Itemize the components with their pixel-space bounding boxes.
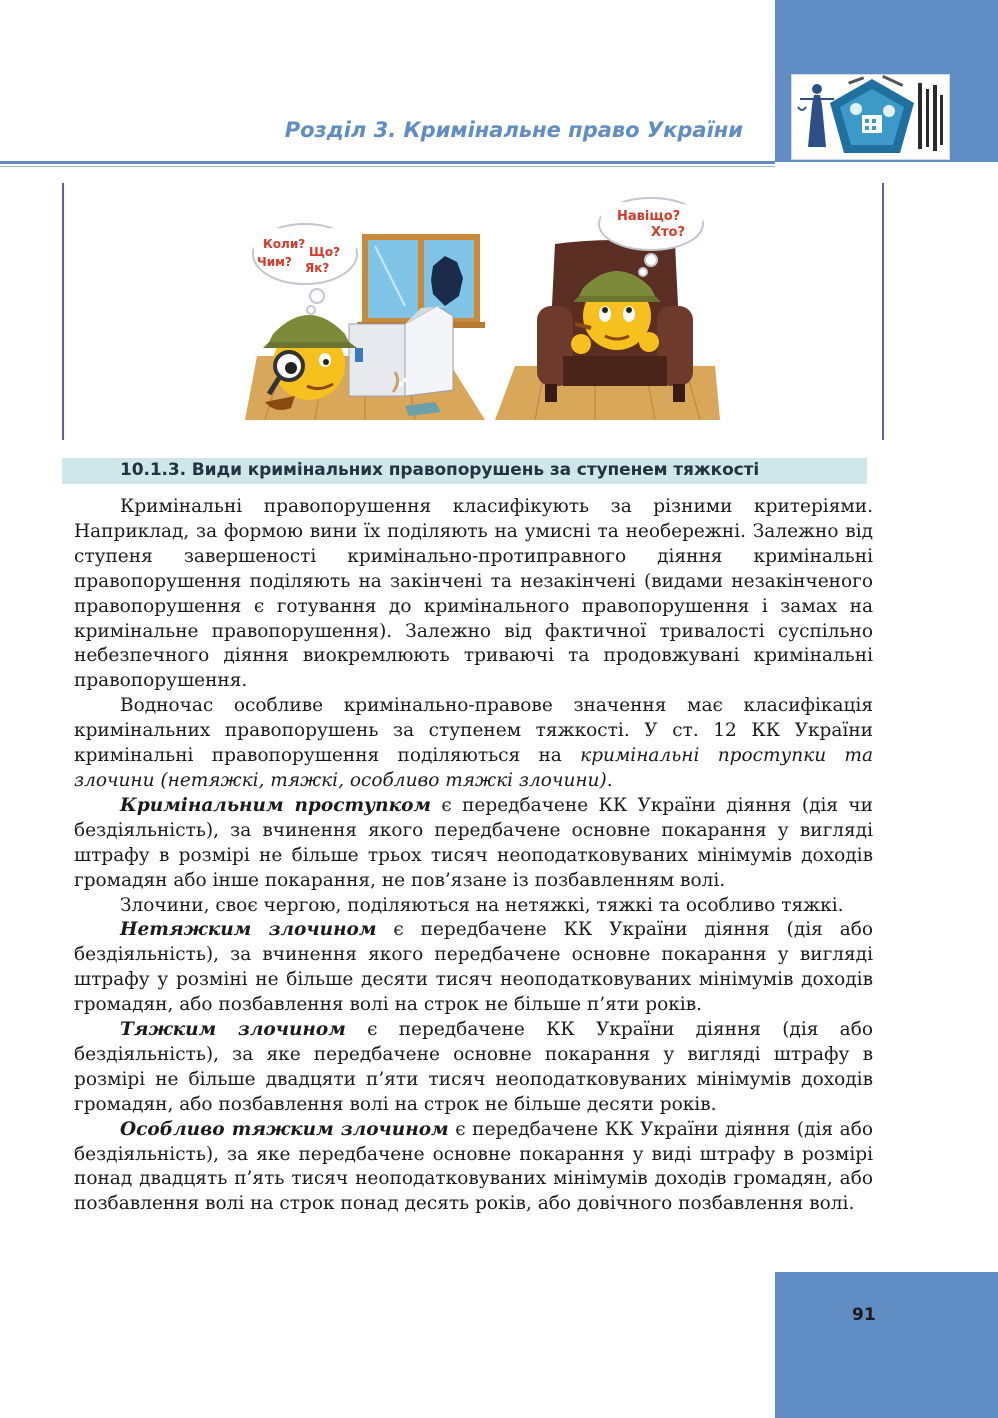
paragraph-text: . (606, 769, 613, 791)
paragraph-emphasis: кримінальні проступки та злочини (нетяжкі, тяжкі, особливо тяжкі злочини) (74, 745, 873, 791)
paragraph (74, 794, 873, 894)
frame-line-right (882, 183, 884, 440)
section-title: 10.1.3. Види кримінальних правопорушень за ступенем тяжкості (120, 460, 760, 480)
defined-term: Кримінальним проступком (120, 794, 432, 816)
law-emblem-icon (791, 74, 950, 160)
bubble-word: Що? (309, 245, 341, 259)
bubble-word: Як? (305, 261, 330, 275)
paragraph-text: є передбачене КК України діяння (дія або бездіяльність), за вчинення якого передбачене основне покарання у вигляді штрафу у розміні не більше десяти тисяч неоподатковуваних мінімумів доходів громадян, або позбавлення волі на строк не більше п’яти років. (74, 919, 873, 1016)
paragraph (74, 894, 873, 919)
side-band-bottom (775, 1272, 998, 1418)
paragraph (74, 1018, 873, 1118)
paragraph-text: Водночас особливе кримінально-правове значення має класифікація кримінальних правопорушень за ступенем тяжкості. У ст. 12 КК України кримінальні правопорушення поділяються на (74, 695, 873, 767)
paragraph-text: є передбачене КК України діяння (дія або бездіяльність), за яке передбачене основне покарання у виді штрафу в розмірі понад двадцять п’ять тисяч неоподатковуваних мінімумів доходів громадян, або позбавлення волі на строк понад десять років, або довічного позбавлення волі. (74, 1118, 873, 1215)
header-rule-thin (0, 166, 775, 167)
paragraph (74, 1118, 873, 1218)
bubble-word: Хто? (651, 225, 686, 240)
paragraph-text: є передбачене КК України діяння (дія або бездіяльність), за яке передбачене основне покарання у вигляді штрафу в розмірі не більше двадцяти п’яти тисяч неоподатковуваних мінімумів доходів громадян, або позбавлення волі на строк не більше десяти років. (74, 1019, 873, 1115)
bubble-word: Чим? (257, 255, 292, 269)
header-rule (0, 161, 775, 164)
page-number: 91 (852, 1305, 876, 1325)
defined-term: Особливо тяжким злочином (120, 1118, 449, 1140)
paragraph-text: Злочини, своє чергою, поділяються на нетяжкі, тяжкі та особливо тяжкі. (120, 894, 844, 916)
paragraph-text: є передбачене КК України діяння (дія чи бездіяльність), за вчинення якого передбачене основне покарання у вигляді штрафу в розмірі не більше трьох тисяч неоподатковуваних мінімумів доходів громадян або інше покарання, не пов’язане із позбавленням волі. (74, 794, 873, 891)
defined-term: Тяжким злочином (120, 1019, 346, 1041)
frame-line-left (62, 183, 64, 440)
running-title: Розділ 3. Кримінальне право України (284, 118, 743, 142)
paragraph-text: Кримінальні правопорушення класифікують за різними критеріями. Наприклад, за формою вини їх поділяють на умисні та необережні. Залежно від ступеня завершеності кримінально-протиправного діяння кримінальні правопорушення поділяють на закінчені та незакінчені (видами незакінченого правопорушення є готування до кримінального правопорушення і замах на кримінальне правопорушення). Залежно від фактичної тривалості суспільно небезпечного діяння виокремлюють триваючі та продовжувані кримінальні правопорушення. (74, 496, 873, 692)
paragraph (74, 495, 873, 694)
bubble-word: Навіщо? (617, 209, 681, 224)
bubble-word: Коли? (263, 237, 306, 251)
defined-term: Нетяжким злочином (120, 919, 377, 941)
paragraph (74, 918, 873, 1018)
paragraph (74, 694, 873, 794)
detective-illustration (245, 196, 720, 420)
thought-bubble-icon (253, 224, 357, 314)
body-text (74, 495, 873, 1217)
